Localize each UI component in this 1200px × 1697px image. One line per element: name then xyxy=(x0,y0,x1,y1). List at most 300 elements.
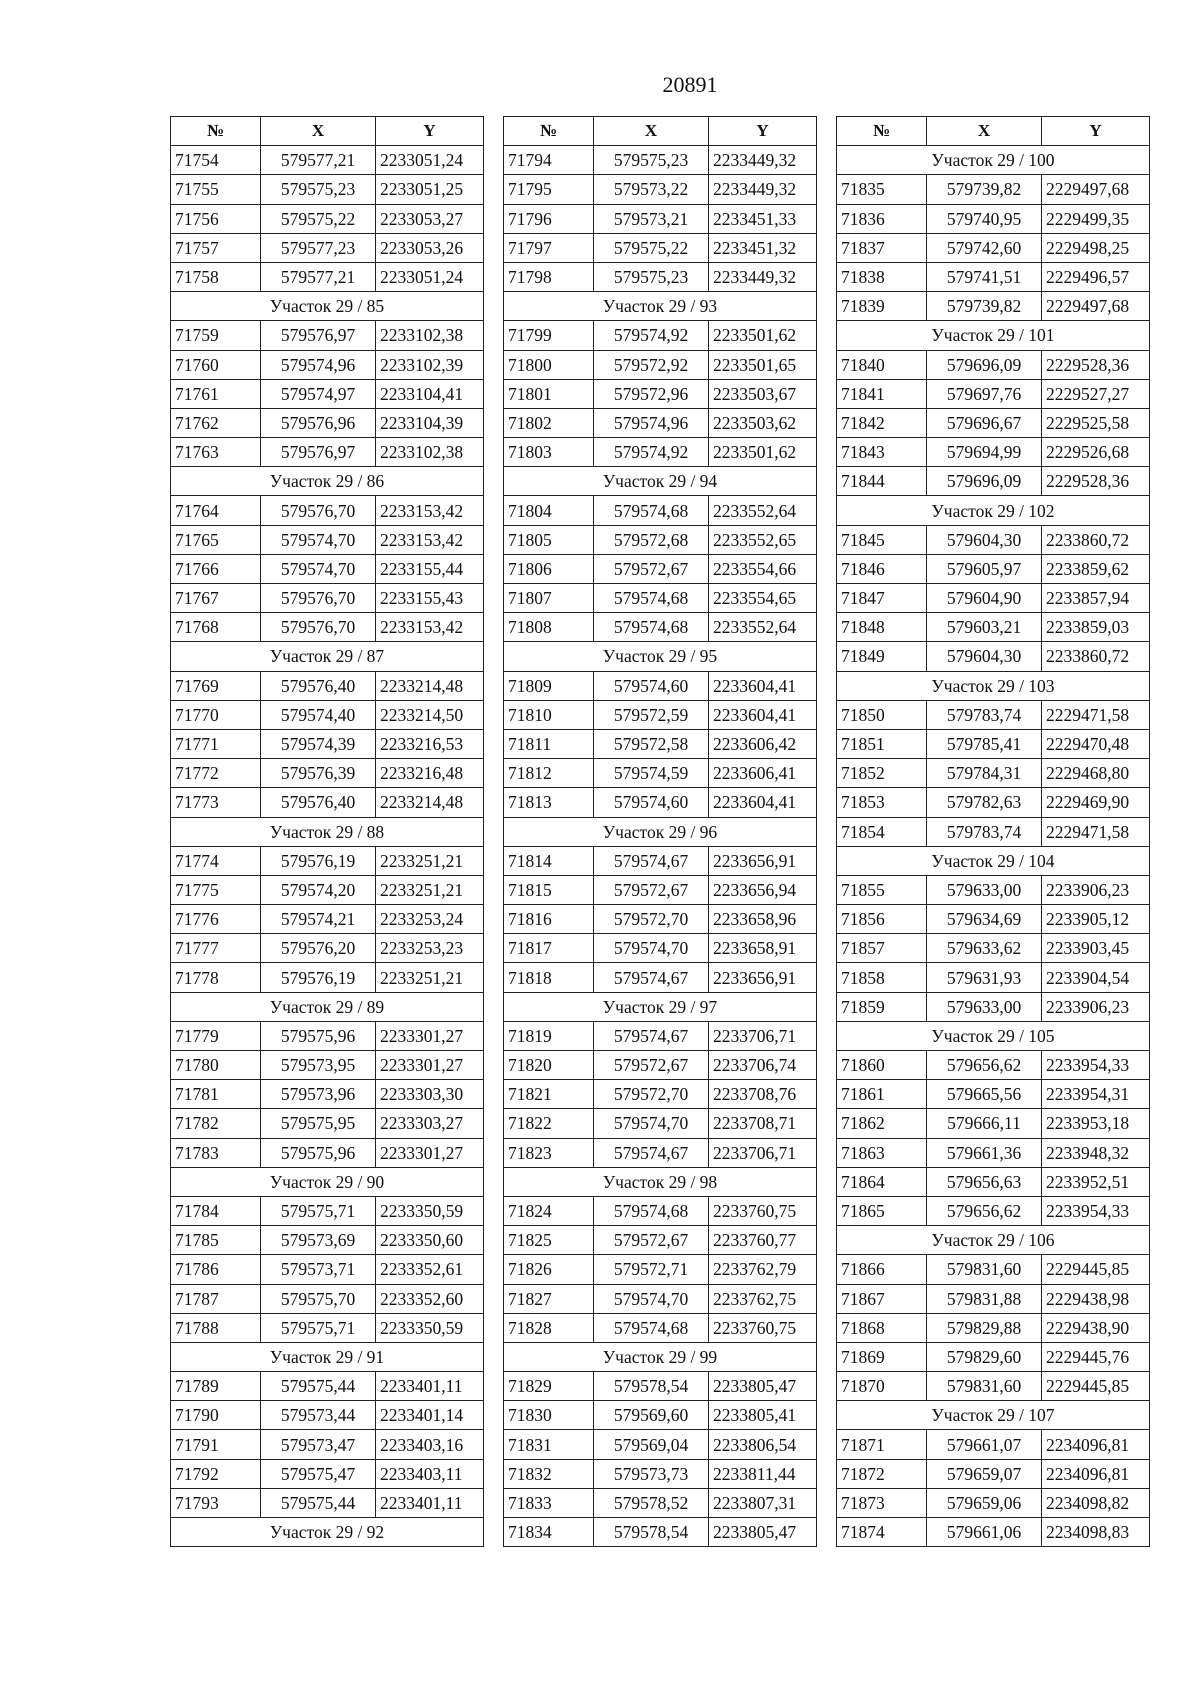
y-coordinate: 2233903,45 xyxy=(1042,934,1150,963)
y-coordinate: 2234096,81 xyxy=(1042,1459,1150,1488)
y-coordinate: 2233403,11 xyxy=(376,1459,484,1488)
y-header: Y xyxy=(1042,117,1150,146)
point-number: 71831 xyxy=(504,1430,594,1459)
table-row xyxy=(837,992,1150,1021)
x-coordinate: 579573,22 xyxy=(594,175,709,204)
point-number: 71810 xyxy=(504,700,594,729)
table-row xyxy=(504,438,817,467)
table-row xyxy=(171,233,484,262)
y-coordinate: 2233449,32 xyxy=(709,262,817,291)
x-coordinate: 579605,97 xyxy=(927,554,1042,583)
point-number: 71760 xyxy=(171,350,261,379)
table-row xyxy=(504,1021,817,1050)
x-coordinate: 579578,54 xyxy=(594,1518,709,1547)
point-number: 71833 xyxy=(504,1488,594,1517)
y-coordinate: 2233606,41 xyxy=(709,759,817,788)
y-coordinate: 2229499,35 xyxy=(1042,204,1150,233)
table-row xyxy=(171,1430,484,1459)
point-number: 71820 xyxy=(504,1051,594,1080)
table-row xyxy=(837,1488,1150,1517)
point-number: 71802 xyxy=(504,408,594,437)
table-row xyxy=(504,846,817,875)
y-coordinate: 2233350,59 xyxy=(376,1313,484,1342)
x-header: X xyxy=(594,117,709,146)
x-coordinate: 579574,60 xyxy=(594,671,709,700)
y-coordinate: 2233954,31 xyxy=(1042,1080,1150,1109)
table-row xyxy=(837,292,1150,321)
y-coordinate: 2233552,64 xyxy=(709,496,817,525)
table-row xyxy=(171,1021,484,1050)
x-coordinate: 579656,62 xyxy=(927,1196,1042,1225)
point-number: 71772 xyxy=(171,759,261,788)
y-coordinate: 2233805,41 xyxy=(709,1401,817,1430)
x-coordinate: 579573,21 xyxy=(594,204,709,233)
y-coordinate: 2233214,50 xyxy=(376,700,484,729)
x-coordinate: 579574,68 xyxy=(594,613,709,642)
x-coordinate: 579573,47 xyxy=(261,1430,376,1459)
x-coordinate: 579633,00 xyxy=(927,875,1042,904)
point-number: 71774 xyxy=(171,846,261,875)
point-number: 71817 xyxy=(504,934,594,963)
plot-section-label: Участок 29 / 98 xyxy=(504,1167,817,1196)
x-coordinate: 579574,70 xyxy=(261,525,376,554)
x-coordinate: 579576,70 xyxy=(261,613,376,642)
x-coordinate: 579829,60 xyxy=(927,1342,1042,1371)
x-coordinate: 579574,96 xyxy=(594,408,709,437)
x-coordinate: 579572,67 xyxy=(594,875,709,904)
y-coordinate: 2233451,33 xyxy=(709,204,817,233)
point-number: 71836 xyxy=(837,204,927,233)
point-number: 71792 xyxy=(171,1459,261,1488)
x-coordinate: 579575,23 xyxy=(594,262,709,291)
x-coordinate: 579659,06 xyxy=(927,1488,1042,1517)
point-number: 71843 xyxy=(837,438,927,467)
table-row xyxy=(171,204,484,233)
y-coordinate: 2233301,27 xyxy=(376,1021,484,1050)
y-coordinate: 2234098,82 xyxy=(1042,1488,1150,1517)
point-number: 71848 xyxy=(837,613,927,642)
plot-section-label: Участок 29 / 107 xyxy=(837,1401,1150,1430)
table-row xyxy=(171,671,484,700)
number-header: № xyxy=(171,117,261,146)
table-row xyxy=(171,759,484,788)
x-coordinate: 579829,88 xyxy=(927,1313,1042,1342)
y-coordinate: 2229438,90 xyxy=(1042,1313,1150,1342)
y-coordinate: 2229445,85 xyxy=(1042,1372,1150,1401)
y-coordinate: 2233104,41 xyxy=(376,379,484,408)
x-coordinate: 579661,36 xyxy=(927,1138,1042,1167)
point-number: 71791 xyxy=(171,1430,261,1459)
point-number: 71794 xyxy=(504,146,594,175)
section-row xyxy=(504,817,817,846)
y-coordinate: 2229470,48 xyxy=(1042,729,1150,758)
table-row xyxy=(504,175,817,204)
x-coordinate: 579696,09 xyxy=(927,350,1042,379)
x-coordinate: 579569,04 xyxy=(594,1430,709,1459)
x-coordinate: 579740,95 xyxy=(927,204,1042,233)
table-row xyxy=(504,262,817,291)
section-row xyxy=(837,846,1150,875)
point-number: 71783 xyxy=(171,1138,261,1167)
point-number: 71787 xyxy=(171,1284,261,1313)
table-row xyxy=(504,146,817,175)
x-coordinate: 579784,31 xyxy=(927,759,1042,788)
table-row xyxy=(504,1430,817,1459)
table-row xyxy=(837,204,1150,233)
table-row xyxy=(504,671,817,700)
table-row xyxy=(504,1518,817,1547)
plot-section-label: Участок 29 / 95 xyxy=(504,642,817,671)
table-row xyxy=(837,1518,1150,1547)
table-row xyxy=(504,905,817,934)
y-coordinate: 2233251,21 xyxy=(376,875,484,904)
plot-section-label: Участок 29 / 94 xyxy=(504,467,817,496)
y-coordinate: 2233906,23 xyxy=(1042,875,1150,904)
table-row xyxy=(837,1109,1150,1138)
point-number: 71862 xyxy=(837,1109,927,1138)
plot-section-label: Участок 29 / 103 xyxy=(837,671,1150,700)
y-coordinate: 2233051,25 xyxy=(376,175,484,204)
x-coordinate: 579634,69 xyxy=(927,905,1042,934)
y-coordinate: 2233350,59 xyxy=(376,1196,484,1225)
x-coordinate: 579572,70 xyxy=(594,1080,709,1109)
plot-section-label: Участок 29 / 97 xyxy=(504,992,817,1021)
x-coordinate: 579696,67 xyxy=(927,408,1042,437)
point-number: 71869 xyxy=(837,1342,927,1371)
point-number: 71784 xyxy=(171,1196,261,1225)
y-coordinate: 2233948,32 xyxy=(1042,1138,1150,1167)
x-coordinate: 579661,07 xyxy=(927,1430,1042,1459)
x-coordinate: 579573,44 xyxy=(261,1401,376,1430)
y-coordinate: 2233606,42 xyxy=(709,729,817,758)
point-number: 71866 xyxy=(837,1255,927,1284)
table-row xyxy=(171,1196,484,1225)
table-row xyxy=(171,700,484,729)
x-coordinate: 579569,60 xyxy=(594,1401,709,1430)
point-number: 71827 xyxy=(504,1284,594,1313)
x-coordinate: 579575,95 xyxy=(261,1109,376,1138)
point-number: 71803 xyxy=(504,438,594,467)
x-coordinate: 579604,90 xyxy=(927,584,1042,613)
y-coordinate: 2233954,33 xyxy=(1042,1051,1150,1080)
point-number: 71807 xyxy=(504,584,594,613)
y-coordinate: 2233760,77 xyxy=(709,1226,817,1255)
x-coordinate: 579576,70 xyxy=(261,496,376,525)
x-coordinate: 579578,54 xyxy=(594,1372,709,1401)
point-number: 71845 xyxy=(837,525,927,554)
plot-section-label: Участок 29 / 91 xyxy=(171,1342,484,1371)
table-row xyxy=(837,1167,1150,1196)
plot-section-label: Участок 29 / 85 xyxy=(171,292,484,321)
x-coordinate: 579572,92 xyxy=(594,350,709,379)
table-row xyxy=(837,642,1150,671)
y-coordinate: 2233906,23 xyxy=(1042,992,1150,1021)
point-number: 71812 xyxy=(504,759,594,788)
x-coordinate: 579575,70 xyxy=(261,1284,376,1313)
coordinates-table xyxy=(836,116,1150,1547)
table-row xyxy=(837,1051,1150,1080)
point-number: 71815 xyxy=(504,875,594,904)
x-coordinate: 579604,30 xyxy=(927,642,1042,671)
table-row xyxy=(837,262,1150,291)
x-coordinate: 579574,70 xyxy=(261,554,376,583)
table-row xyxy=(837,438,1150,467)
point-number: 71769 xyxy=(171,671,261,700)
y-coordinate: 2233501,65 xyxy=(709,350,817,379)
y-coordinate: 2233501,62 xyxy=(709,438,817,467)
y-coordinate: 2233503,62 xyxy=(709,408,817,437)
point-number: 71757 xyxy=(171,233,261,262)
section-row xyxy=(837,146,1150,175)
x-coordinate: 579604,30 xyxy=(927,525,1042,554)
point-number: 71857 xyxy=(837,934,927,963)
x-coordinate: 579575,96 xyxy=(261,1021,376,1050)
y-header: Y xyxy=(376,117,484,146)
table-row xyxy=(504,1313,817,1342)
point-number: 71840 xyxy=(837,350,927,379)
table-row xyxy=(837,1430,1150,1459)
point-number: 71795 xyxy=(504,175,594,204)
point-number: 71804 xyxy=(504,496,594,525)
x-coordinate: 579573,69 xyxy=(261,1226,376,1255)
table-row xyxy=(837,467,1150,496)
x-coordinate: 579577,23 xyxy=(261,233,376,262)
section-row xyxy=(171,642,484,671)
y-coordinate: 2229528,36 xyxy=(1042,467,1150,496)
x-coordinate: 579666,11 xyxy=(927,1109,1042,1138)
plot-section-label: Участок 29 / 106 xyxy=(837,1226,1150,1255)
point-number: 71822 xyxy=(504,1109,594,1138)
table-row xyxy=(171,1051,484,1080)
y-coordinate: 2233449,32 xyxy=(709,146,817,175)
y-coordinate: 2229468,80 xyxy=(1042,759,1150,788)
table-row xyxy=(837,408,1150,437)
table-row xyxy=(504,204,817,233)
number-header: № xyxy=(504,117,594,146)
x-header: X xyxy=(927,117,1042,146)
y-coordinate: 2233253,23 xyxy=(376,934,484,963)
x-coordinate: 579739,82 xyxy=(927,175,1042,204)
y-coordinate: 2233449,32 xyxy=(709,175,817,204)
point-number: 71874 xyxy=(837,1518,927,1547)
section-row xyxy=(171,1518,484,1547)
section-row xyxy=(837,1401,1150,1430)
point-number: 71828 xyxy=(504,1313,594,1342)
x-coordinate: 579578,52 xyxy=(594,1488,709,1517)
table-row xyxy=(171,1313,484,1342)
y-coordinate: 2233053,26 xyxy=(376,233,484,262)
y-coordinate: 2233708,71 xyxy=(709,1109,817,1138)
table-row xyxy=(837,1138,1150,1167)
point-number: 71819 xyxy=(504,1021,594,1050)
table-row xyxy=(171,438,484,467)
point-number: 71865 xyxy=(837,1196,927,1225)
x-coordinate: 579831,60 xyxy=(927,1255,1042,1284)
y-coordinate: 2233859,03 xyxy=(1042,613,1150,642)
y-coordinate: 2233251,21 xyxy=(376,846,484,875)
point-number: 71767 xyxy=(171,584,261,613)
point-number: 71852 xyxy=(837,759,927,788)
table-row xyxy=(504,788,817,817)
y-coordinate: 2229527,27 xyxy=(1042,379,1150,408)
point-number: 71859 xyxy=(837,992,927,1021)
x-coordinate: 579783,74 xyxy=(927,817,1042,846)
x-coordinate: 579574,92 xyxy=(594,321,709,350)
table-row xyxy=(504,379,817,408)
x-coordinate: 579574,70 xyxy=(594,934,709,963)
x-coordinate: 579573,71 xyxy=(261,1255,376,1284)
x-coordinate: 579574,92 xyxy=(594,438,709,467)
table-row xyxy=(837,1372,1150,1401)
table-row xyxy=(837,759,1150,788)
point-number: 71821 xyxy=(504,1080,594,1109)
point-number: 71808 xyxy=(504,613,594,642)
point-number: 71824 xyxy=(504,1196,594,1225)
plot-section-label: Участок 29 / 93 xyxy=(504,292,817,321)
x-coordinate: 579576,97 xyxy=(261,321,376,350)
point-number: 71761 xyxy=(171,379,261,408)
y-coordinate: 2233552,64 xyxy=(709,613,817,642)
x-coordinate: 579576,19 xyxy=(261,963,376,992)
table-row xyxy=(837,729,1150,758)
point-number: 71867 xyxy=(837,1284,927,1313)
table-row xyxy=(837,1459,1150,1488)
point-number: 71770 xyxy=(171,700,261,729)
table-row xyxy=(837,525,1150,554)
plot-section-label: Участок 29 / 100 xyxy=(837,146,1150,175)
table-row xyxy=(837,1196,1150,1225)
table-row xyxy=(504,1284,817,1313)
y-coordinate: 2233403,16 xyxy=(376,1430,484,1459)
section-row xyxy=(171,467,484,496)
plot-section-label: Участок 29 / 96 xyxy=(504,817,817,846)
point-number: 71776 xyxy=(171,905,261,934)
x-coordinate: 579572,68 xyxy=(594,525,709,554)
point-number: 71793 xyxy=(171,1488,261,1517)
point-number: 71758 xyxy=(171,262,261,291)
x-coordinate: 579633,62 xyxy=(927,934,1042,963)
point-number: 71779 xyxy=(171,1021,261,1050)
table-row xyxy=(171,1138,484,1167)
table-row xyxy=(837,963,1150,992)
table-row xyxy=(837,175,1150,204)
section-row xyxy=(504,467,817,496)
section-row xyxy=(504,1342,817,1371)
point-number: 71826 xyxy=(504,1255,594,1284)
y-coordinate: 2233216,48 xyxy=(376,759,484,788)
point-number: 71854 xyxy=(837,817,927,846)
y-coordinate: 2233952,51 xyxy=(1042,1167,1150,1196)
y-coordinate: 2233401,14 xyxy=(376,1401,484,1430)
y-coordinate: 2233251,21 xyxy=(376,963,484,992)
y-coordinate: 2229497,68 xyxy=(1042,175,1150,204)
x-coordinate: 579572,59 xyxy=(594,700,709,729)
y-coordinate: 2229471,58 xyxy=(1042,817,1150,846)
point-number: 71754 xyxy=(171,146,261,175)
y-coordinate: 2229438,98 xyxy=(1042,1284,1150,1313)
point-number: 71796 xyxy=(504,204,594,233)
y-coordinate: 2234096,81 xyxy=(1042,1430,1150,1459)
y-coordinate: 2229445,76 xyxy=(1042,1342,1150,1371)
x-coordinate: 579831,88 xyxy=(927,1284,1042,1313)
y-coordinate: 2229497,68 xyxy=(1042,292,1150,321)
table-row xyxy=(171,379,484,408)
table-row xyxy=(837,934,1150,963)
coordinates-table-2 xyxy=(503,116,817,1547)
point-number: 71856 xyxy=(837,905,927,934)
point-number: 71868 xyxy=(837,1313,927,1342)
y-coordinate: 2233857,94 xyxy=(1042,584,1150,613)
y-coordinate: 2233954,33 xyxy=(1042,1196,1150,1225)
point-number: 71846 xyxy=(837,554,927,583)
table-row xyxy=(171,729,484,758)
x-coordinate: 579576,70 xyxy=(261,584,376,613)
x-coordinate: 579572,67 xyxy=(594,1226,709,1255)
y-coordinate: 2233053,27 xyxy=(376,204,484,233)
x-coordinate: 579574,68 xyxy=(594,496,709,525)
point-number: 71858 xyxy=(837,963,927,992)
y-coordinate: 2233604,41 xyxy=(709,671,817,700)
y-coordinate: 2233656,94 xyxy=(709,875,817,904)
y-coordinate: 2233451,32 xyxy=(709,233,817,262)
table-row xyxy=(504,934,817,963)
y-coordinate: 2233656,91 xyxy=(709,846,817,875)
y-coordinate: 2233953,18 xyxy=(1042,1109,1150,1138)
y-coordinate: 2233811,44 xyxy=(709,1459,817,1488)
point-number: 71841 xyxy=(837,379,927,408)
y-coordinate: 2233554,66 xyxy=(709,554,817,583)
y-coordinate: 2233352,61 xyxy=(376,1255,484,1284)
point-number: 71863 xyxy=(837,1138,927,1167)
y-coordinate: 2233860,72 xyxy=(1042,642,1150,671)
y-coordinate: 2229526,68 xyxy=(1042,438,1150,467)
x-coordinate: 579574,68 xyxy=(594,1313,709,1342)
section-row xyxy=(171,1167,484,1196)
point-number: 71765 xyxy=(171,525,261,554)
plot-section-label: Участок 29 / 104 xyxy=(837,846,1150,875)
x-coordinate: 579739,82 xyxy=(927,292,1042,321)
point-number: 71806 xyxy=(504,554,594,583)
y-coordinate: 2233303,30 xyxy=(376,1080,484,1109)
y-coordinate: 2233905,12 xyxy=(1042,905,1150,934)
page-number: 20891 xyxy=(662,72,718,97)
x-coordinate: 579575,44 xyxy=(261,1488,376,1517)
point-number: 71766 xyxy=(171,554,261,583)
section-row xyxy=(837,496,1150,525)
y-coordinate: 2233216,53 xyxy=(376,729,484,758)
y-coordinate: 2233051,24 xyxy=(376,146,484,175)
y-coordinate: 2229471,58 xyxy=(1042,700,1150,729)
y-coordinate: 2233706,71 xyxy=(709,1021,817,1050)
y-coordinate: 2233706,71 xyxy=(709,1138,817,1167)
x-coordinate: 579574,20 xyxy=(261,875,376,904)
y-coordinate: 2233762,79 xyxy=(709,1255,817,1284)
x-coordinate: 579574,60 xyxy=(594,788,709,817)
table-row xyxy=(504,1196,817,1225)
point-number: 71790 xyxy=(171,1401,261,1430)
point-number: 71818 xyxy=(504,963,594,992)
point-number: 71872 xyxy=(837,1459,927,1488)
x-coordinate: 579575,22 xyxy=(261,204,376,233)
x-coordinate: 579575,23 xyxy=(594,146,709,175)
point-number: 71823 xyxy=(504,1138,594,1167)
x-coordinate: 579572,70 xyxy=(594,905,709,934)
y-coordinate: 2233805,47 xyxy=(709,1518,817,1547)
table-row xyxy=(171,146,484,175)
point-number: 71861 xyxy=(837,1080,927,1109)
y-coordinate: 2233859,62 xyxy=(1042,554,1150,583)
table-row xyxy=(504,1051,817,1080)
